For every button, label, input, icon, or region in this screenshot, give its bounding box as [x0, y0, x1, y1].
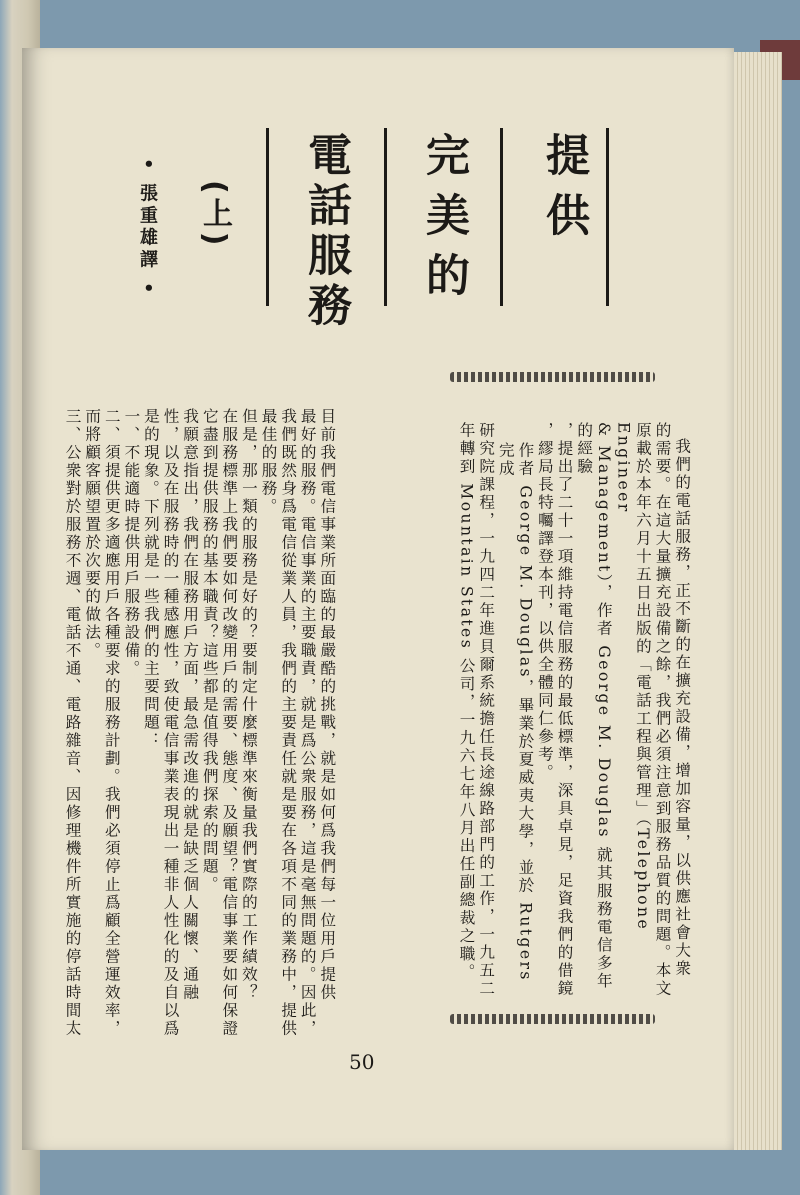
title-rule — [500, 128, 503, 306]
intro-paragraph — [456, 422, 692, 998]
intro-line: 原載於本年六月十五日出版的「電話工程與管理」（Telephone Engineer — [614, 422, 652, 932]
body-line: 我願意指出，我們在服務用戶方面，最急需改進的就是缺乏個人關懷、通融 — [181, 408, 200, 1002]
title-line-3: 電話服務 — [300, 132, 351, 332]
intro-line: ，提出了二十一項維持電信服務的最低標準，深具卓見，足資我們的借鏡 — [555, 422, 574, 998]
list-item: 三、公衆對於服務不週、電話不通、電路雜音、因修理機件所實施的停話時間太 — [63, 408, 82, 1038]
intro-line: & Management），作者 George M. Douglas 就其服務電信多年的經驗 — [575, 422, 613, 991]
body-line: 最佳的服務。 — [259, 408, 278, 516]
body-line: 但是，那一類的服務是好的？要制定什麼標準來衡量我們實際的工作績效？ — [239, 408, 258, 1002]
list-item: 一、不能適時提供用戶服務設備。 — [122, 408, 141, 678]
body-line: 它盡到提供服務的基本職責？這些都是值得我們探索的問題。 — [200, 408, 219, 894]
title-line-2: 完美的 — [418, 132, 469, 312]
wavy-divider-top — [450, 372, 655, 382]
intro-line: ，繆局長特囑譯登本刊，以供全體同仁參考。 — [535, 422, 554, 782]
intro-line: 的需要。在這大量擴充設備之餘，我們必須注意到服務品質的問題。本文 — [653, 422, 672, 998]
intro-line: 作者 George M. Douglas，畢業於夏威夷大學，並於 Rutgers 完成 — [496, 442, 535, 982]
body-line: 是的現象。下列就是一些我們的主要問題： — [141, 408, 160, 750]
body-line: 性，以及在服務時的一種感應性，致使電信事業表現出一種非人性化的及自以爲 — [161, 408, 180, 1038]
intro-line: 年轉到 Mountain States 公司，一九六七年八月出任副總裁之職。 — [457, 422, 476, 982]
title-rule — [606, 128, 609, 306]
title-part: (上) — [197, 180, 232, 250]
body-line: 目前我們電信事業所面臨的最嚴酷的挑戰，就是如何爲我們每一位用戶提供 — [318, 408, 337, 1002]
body-line: 我們既然身爲電信從業人員，我們的主要責任就是要在各項不同的業務中，提供 — [279, 408, 298, 1038]
intro-line: 我們的電話服務，正不斷的在擴充設備，增加容量，以供應社會大衆 — [673, 438, 692, 978]
body-text — [62, 408, 336, 1038]
list-item: 而將顧客願望置於次要的做法。 — [83, 408, 102, 660]
wavy-divider-bottom — [450, 1014, 655, 1024]
body-line: 最好的服務。電信事業的主要職責，就是爲公衆服務，這是毫無問題的。因此， — [298, 408, 317, 1038]
page-number: 50 — [349, 1050, 375, 1074]
title-rule — [384, 128, 387, 306]
list-item: 二、須提供更多適應用戶各種要求的服務計劃。我們必須停止爲顧全營運效率， — [102, 408, 121, 1038]
title-rule — [266, 128, 269, 306]
translator-byline: • 張重雄譯 • — [137, 158, 158, 298]
body-line: 在服務標準上我們要如何改變用戶的需要、態度、及願望？電信事業要如何保證 — [220, 408, 239, 1038]
title-line-1: 提供 — [538, 132, 589, 252]
intro-line: 研究院課程，一九四二年進貝爾系統擔任長途線路部門的工作，一九五二 — [477, 422, 496, 998]
page-stack-edge — [734, 52, 782, 1150]
